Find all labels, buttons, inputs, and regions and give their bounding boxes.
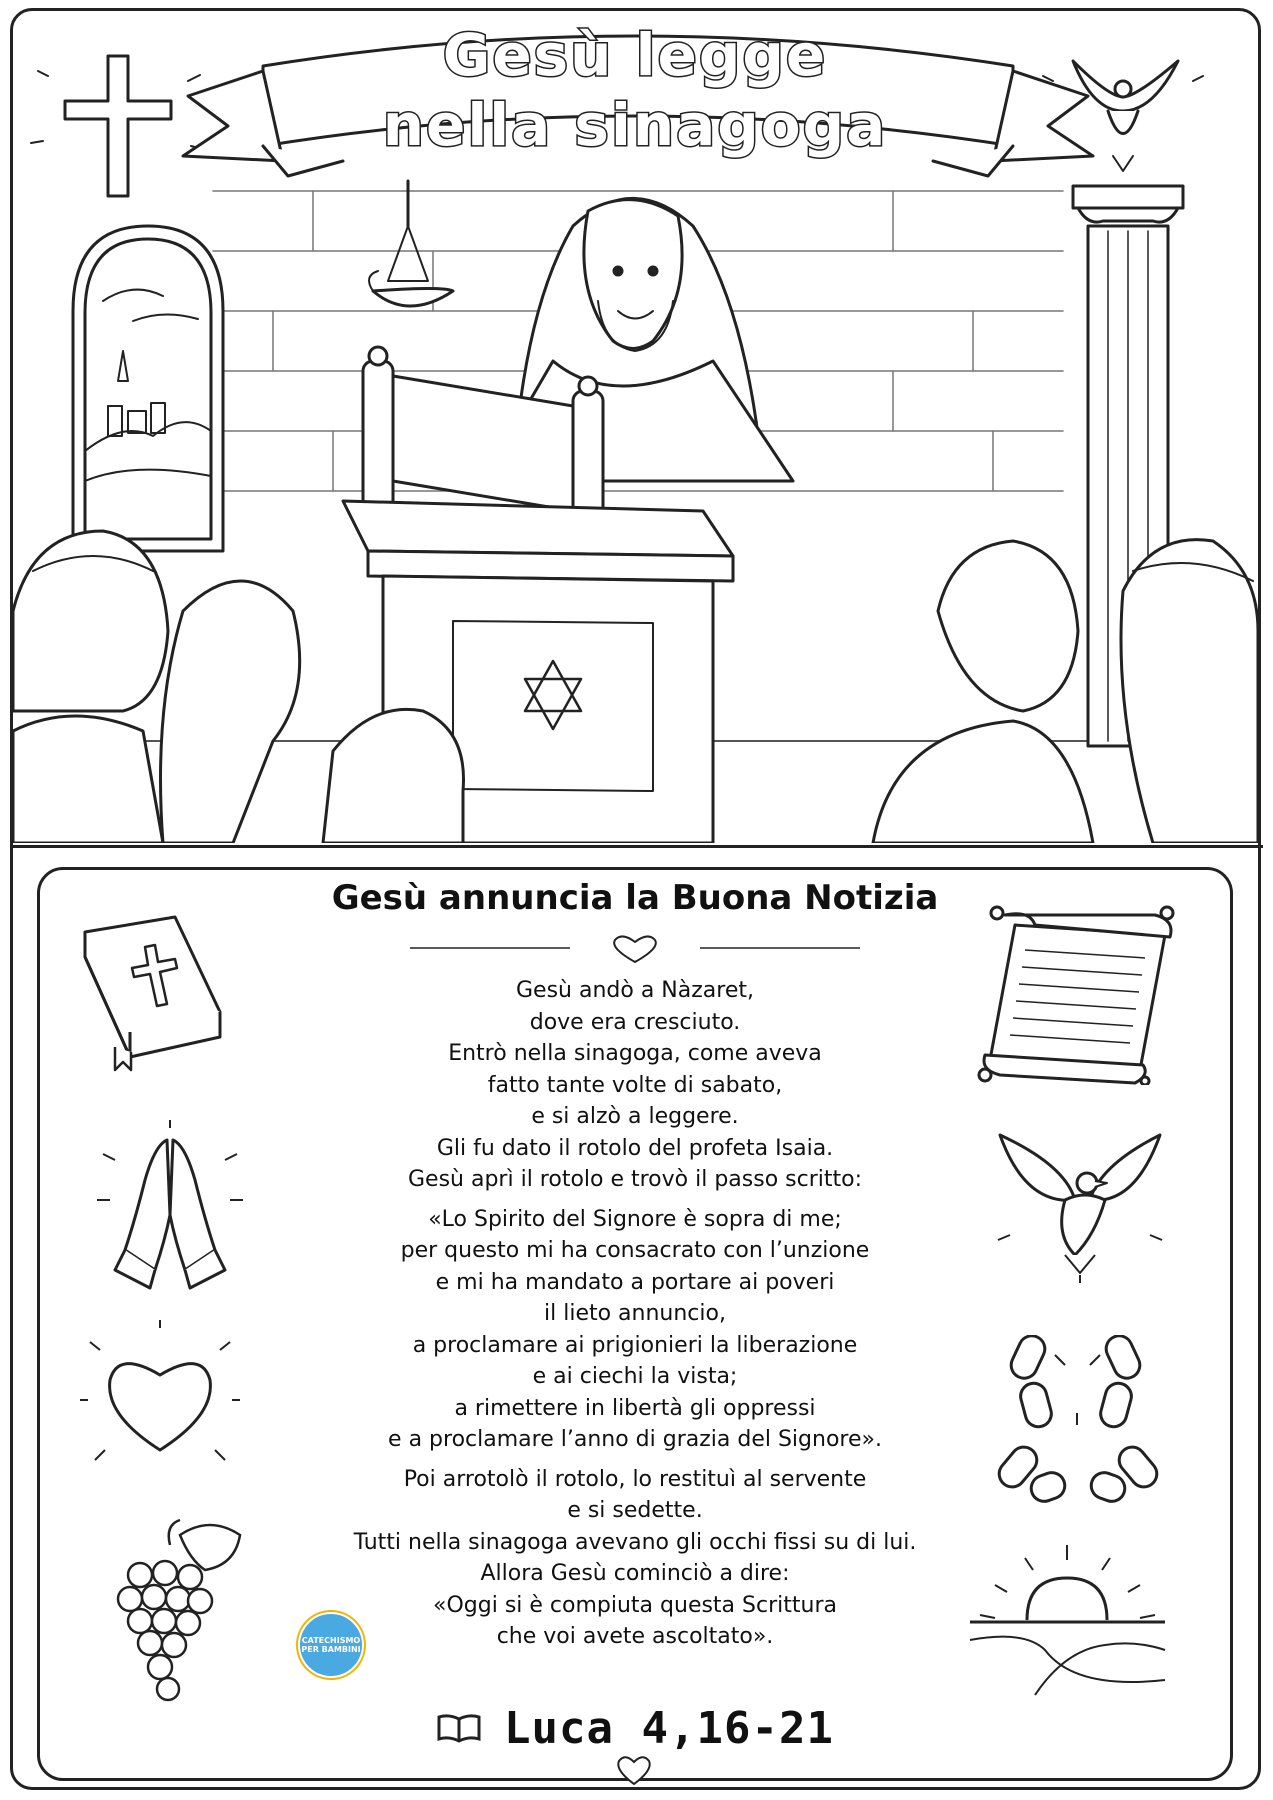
small-heart-icon [614,936,656,962]
scripture-line: a rimettere in libertà gli oppressi [454,1395,816,1421]
scripture-paragraph-2 [300,1204,970,1456]
heart-icon [80,1320,240,1470]
praying-hands-icon [95,1120,245,1290]
scripture-line: Gesù andò a Nàzaret, [516,978,754,1003]
scripture-line: Entrò nella sinagoga, come aveva [448,1041,822,1066]
scripture-line: per questo mi ha consacrato con l’unzione [400,1238,870,1263]
scripture-paragraph-3 [300,1464,970,1653]
scripture-line: e si sedette. [567,1498,703,1523]
scripture-line: e mi ha mandato a portare ai poveri [435,1269,835,1295]
logo-text: CATECHISMO PER BAMBINI [301,1636,361,1654]
bible-icon [80,912,230,1072]
page-title-line1: Gesù legge [442,21,828,89]
page-title-line2: nella sinagoga [382,91,888,159]
scripture-line: Tutti nella sinagoga avevano gli occhi fissi su di lui. [353,1529,917,1555]
cross-icon [31,56,203,196]
scripture-line: il lieto annuncio, [544,1301,726,1326]
scripture-line: e a proclamare l’anno di grazia del Signore». [388,1427,882,1452]
scripture-paragraph-1 [300,975,970,1196]
scripture-line: «Oggi si è compiuta questa Scrittura [433,1592,837,1618]
sunrise-icon [965,1540,1170,1700]
dove-icon [995,1125,1165,1285]
open-book-icon [436,1713,482,1743]
scripture-line: «Lo Spirito del Signore è sopra di me; [428,1206,842,1232]
reference-text: Luca 4,16-21 [504,1702,834,1754]
page-title [330,20,940,160]
scripture-line: dove era cresciuto. [529,1009,741,1035]
oil-lamp [369,181,453,306]
scripture-line: fatto tante volte di sabato, [487,1072,783,1098]
grapes-icon [110,1515,260,1705]
bible-reference [400,1700,870,1756]
broken-chain-icon [985,1335,1170,1505]
section-divider [10,845,1263,848]
scripture-text [300,975,970,1661]
panel-heading: Gesù annuncia la Buona Notizia [331,878,939,918]
scripture-line: e ai ciechi la vista; [532,1364,738,1389]
arched-window [73,226,223,551]
listeners-right [873,540,1258,843]
heart-ornament-icon [612,1752,656,1788]
scripture-line: Gli fu dato il rotolo del profeta Isaia. [436,1135,834,1161]
scripture-line: che voi avete ascoltato». [496,1624,774,1649]
catechismo-logo [298,1612,364,1678]
scripture-line: Allora Gesù cominciò a dire: [480,1561,790,1586]
heart-divider [410,930,860,970]
scripture-line: Poi arrotolò il rotolo, lo restituì al servente [403,1466,867,1492]
scripture-line: a proclamare ai prigionieri la liberazione [412,1332,858,1358]
scripture-line: Gesù aprì il rotolo e trovò il passo scritto: [408,1167,862,1192]
scripture-line: e si alzò a leggere. [531,1104,739,1129]
scroll-icon [975,905,1180,1085]
